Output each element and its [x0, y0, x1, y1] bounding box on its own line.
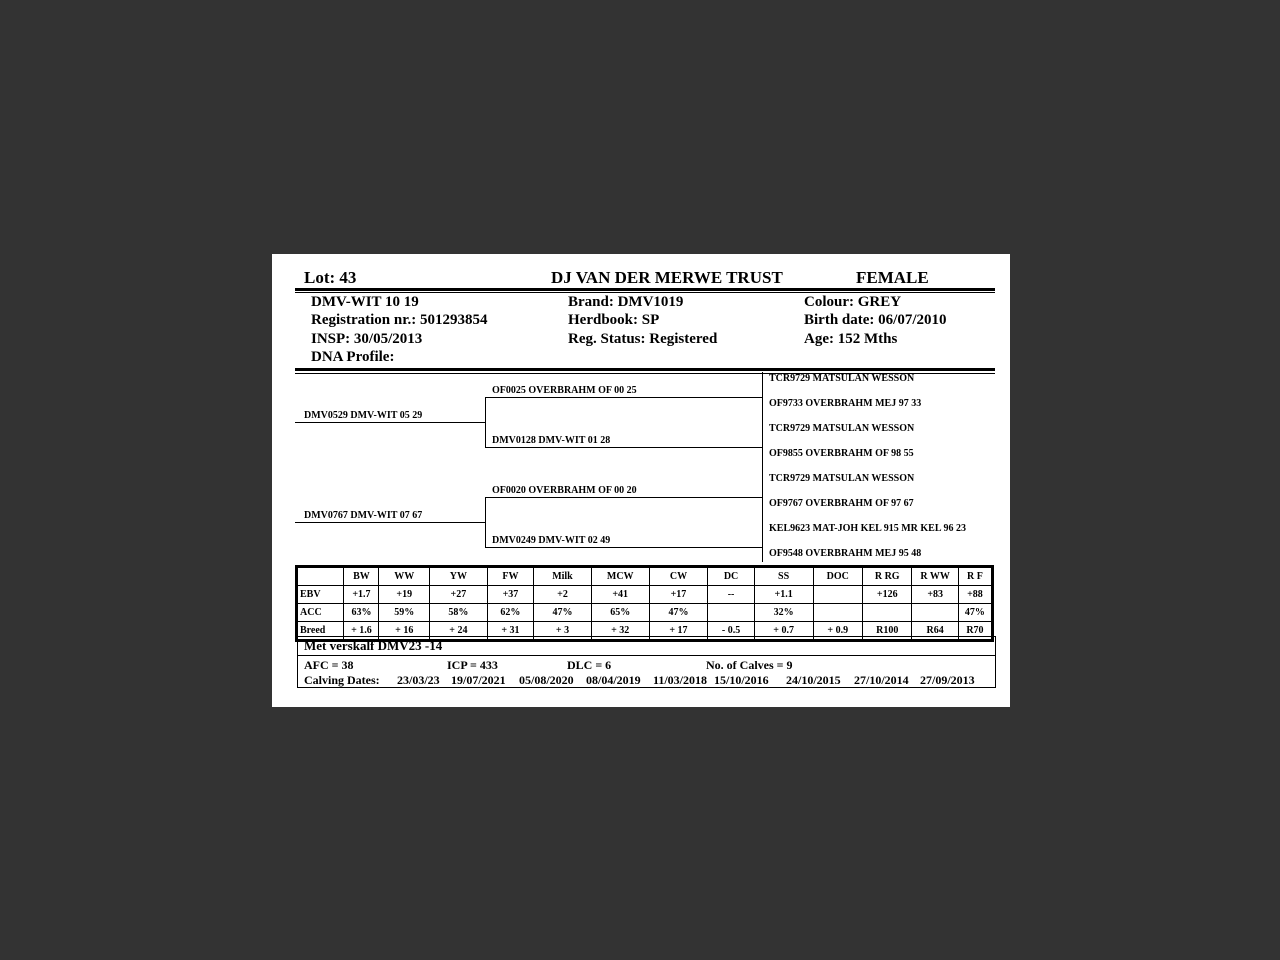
- table-cell: [813, 604, 862, 622]
- table-cell: 63%: [344, 604, 379, 622]
- col-header: CW: [649, 567, 708, 586]
- table-cell: R70: [958, 622, 992, 641]
- col-header: DOC: [813, 567, 862, 586]
- pedigree-gg-5: TCR9729 MATSULAN WESSON: [769, 473, 915, 484]
- birth-date: Birth date: 06/07/2010: [804, 312, 947, 328]
- pedigree-gg-6: OF9767 OVERBRAHM OF 97 67: [769, 498, 914, 509]
- remark-box: [297, 636, 996, 656]
- breeder-name: DJ VAN DER MERWE TRUST: [551, 268, 783, 287]
- colour: Colour: GREY: [804, 294, 902, 310]
- calving-date: 05/08/2020: [519, 673, 574, 687]
- pedigree-gg-7: KEL9623 MAT-JOH KEL 915 MR KEL 96 23: [769, 523, 966, 534]
- table-cell: +88: [958, 586, 992, 604]
- dam-line: [295, 522, 485, 523]
- ds-line: [485, 497, 762, 498]
- sex-label: FEMALE: [856, 268, 929, 287]
- pedigree-gg-1: TCR9729 MATSULAN WESSON: [769, 373, 915, 384]
- inspection-date: INSP: 30/05/2013: [311, 331, 423, 347]
- table-cell: +2: [534, 586, 592, 604]
- dlc: DLC = 6: [567, 658, 612, 672]
- pedigree-gg-2: OF9733 OVERBRAHM MEJ 97 33: [769, 398, 922, 409]
- calving-date: 11/03/2018: [653, 673, 708, 687]
- pedigree-ss: OF0025 OVERBRAHM OF 00 25: [492, 385, 637, 396]
- afc: AFC = 38: [304, 658, 354, 672]
- pedigree-dd: DMV0249 DMV-WIT 02 49: [492, 535, 611, 546]
- sd-line: [485, 447, 762, 448]
- lot-number: Lot: 43: [304, 268, 357, 287]
- animal-name: DMV-WIT 10 19: [311, 294, 419, 310]
- table-cell: [813, 586, 862, 604]
- table-cell: + 17: [649, 622, 708, 641]
- col-header: YW: [429, 567, 487, 586]
- table-cell: +83: [912, 586, 958, 604]
- col-header: WW: [379, 567, 430, 586]
- col-header: Milk: [534, 567, 592, 586]
- col-header: FW: [487, 567, 533, 586]
- table-cell: 47%: [649, 604, 708, 622]
- table-cell: +37: [487, 586, 533, 604]
- calving-date: 27/09/2013: [920, 673, 975, 687]
- table-row: [297, 604, 993, 622]
- table-row: [297, 586, 993, 604]
- col-header: DC: [708, 567, 754, 586]
- table-cell: [912, 604, 958, 622]
- sire-bracket: [485, 397, 486, 448]
- table-cell: + 1.6: [344, 622, 379, 641]
- table-cell: + 31: [487, 622, 533, 641]
- registration-number: Registration nr.: 501293854: [311, 312, 488, 328]
- table-cell: R64: [912, 622, 958, 641]
- table-cell: 62%: [487, 604, 533, 622]
- pedigree-dam: DMV0767 DMV-WIT 07 67: [304, 510, 423, 521]
- dna-profile: DNA Profile:: [311, 349, 395, 365]
- info-rule: [295, 368, 995, 371]
- table-cell: + 32: [591, 622, 649, 641]
- table-cell: +1.1: [754, 586, 813, 604]
- calving-date: 19/07/2021: [451, 673, 506, 687]
- icp: ICP = 433: [447, 658, 498, 672]
- herdbook: Herdbook: SP: [568, 312, 660, 328]
- pedigree-gg-8: OF9548 OVERBRAHM MEJ 95 48: [769, 548, 922, 559]
- col-header: R F: [958, 567, 992, 586]
- col-header: R WW: [912, 567, 958, 586]
- reg-status: Reg. Status: Registered: [568, 331, 718, 347]
- pedigree-gg-3: TCR9729 MATSULAN WESSON: [769, 423, 915, 434]
- table-cell: R100: [862, 622, 911, 641]
- pedigree-gg-4: OF9855 OVERBRAHM OF 98 55: [769, 448, 914, 459]
- table-cell: [862, 604, 911, 622]
- header-rule-thin: [295, 292, 995, 293]
- pedigree-sire: DMV0529 DMV-WIT 05 29: [304, 410, 423, 421]
- col-header: R RG: [862, 567, 911, 586]
- row-label: ACC: [297, 604, 344, 622]
- row-label: Breed: [297, 622, 344, 641]
- calving-date: 15/10/2016: [714, 673, 769, 687]
- table-cell: +27: [429, 586, 487, 604]
- ebv-header-row: [297, 567, 993, 586]
- calving-box: [297, 655, 996, 688]
- table-cell: + 24: [429, 622, 487, 641]
- dd-line: [485, 547, 762, 548]
- table-cell: + 3: [534, 622, 592, 641]
- col-header: BW: [344, 567, 379, 586]
- gg-bracket: [762, 372, 763, 562]
- sire-line: [295, 422, 485, 423]
- table-cell: [708, 604, 754, 622]
- lot-card: [272, 254, 1010, 707]
- col-header: [297, 567, 344, 586]
- table-cell: +17: [649, 586, 708, 604]
- calving-date: 23/03/23: [397, 673, 440, 687]
- table-cell: - 0.5: [708, 622, 754, 641]
- remark-text: Met verskalf DMV23 -14: [304, 638, 443, 653]
- table-cell: 65%: [591, 604, 649, 622]
- header-rule: [295, 288, 995, 291]
- number-of-calves: No. of Calves = 9: [706, 658, 793, 672]
- table-cell: +126: [862, 586, 911, 604]
- table-cell: 47%: [958, 604, 992, 622]
- calving-date: 08/04/2019: [586, 673, 641, 687]
- table-cell: + 0.7: [754, 622, 813, 641]
- col-header: MCW: [591, 567, 649, 586]
- table-cell: +41: [591, 586, 649, 604]
- brand: Brand: DMV1019: [568, 294, 684, 310]
- table-cell: --: [708, 586, 754, 604]
- table-cell: 58%: [429, 604, 487, 622]
- calving-date: 24/10/2015: [786, 673, 841, 687]
- table-cell: 59%: [379, 604, 430, 622]
- table-cell: + 0.9: [813, 622, 862, 641]
- table-cell: +19: [379, 586, 430, 604]
- age: Age: 152 Mths: [804, 331, 898, 347]
- pedigree-ds: OF0020 OVERBRAHM OF 00 20: [492, 485, 637, 496]
- col-header: SS: [754, 567, 813, 586]
- table-cell: 32%: [754, 604, 813, 622]
- calving-date: 27/10/2014: [854, 673, 909, 687]
- ebv-table: [295, 565, 994, 642]
- ss-line: [485, 397, 762, 398]
- pedigree-sd: DMV0128 DMV-WIT 01 28: [492, 435, 611, 446]
- row-label: EBV: [297, 586, 344, 604]
- calving-dates-label: Calving Dates:: [304, 673, 380, 687]
- table-cell: +1.7: [344, 586, 379, 604]
- dam-bracket: [485, 497, 486, 548]
- table-cell: 47%: [534, 604, 592, 622]
- table-cell: + 16: [379, 622, 430, 641]
